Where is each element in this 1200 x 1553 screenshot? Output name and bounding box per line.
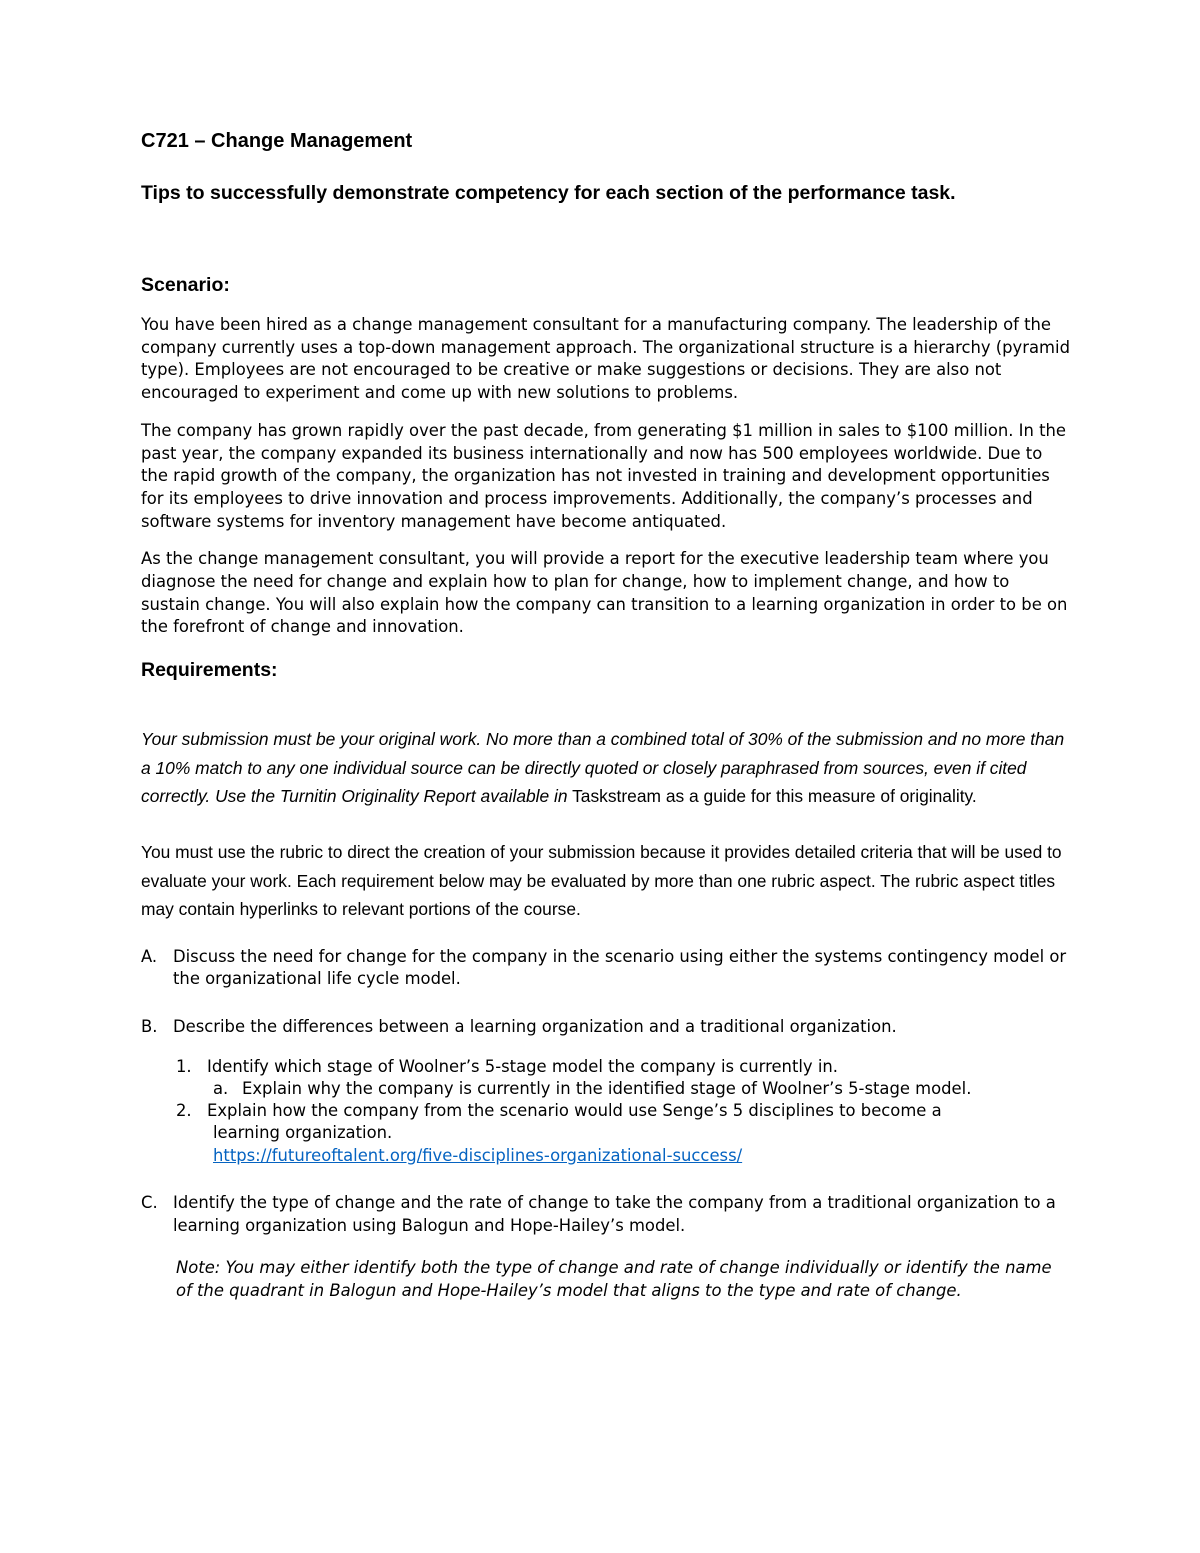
requirement-b2-label: 2.: [176, 1101, 192, 1121]
requirement-b1: [141, 1056, 1071, 1078]
requirements-heading: Requirements:: [141, 659, 278, 682]
requirement-c: [141, 1192, 1071, 1237]
senge-disciplines-link[interactable]: https://futureoftalent.org/five-disciplines-organizational-success/: [213, 1145, 743, 1165]
requirement-b-sublist: [141, 1056, 1071, 1167]
requirement-a: [141, 946, 1071, 991]
requirement-a-label: A.: [141, 946, 158, 966]
requirement-a-text: Discuss the need for change for the company in the scenario using either the systems contingency model or the organizational life cycle model.: [173, 946, 1067, 989]
requirement-b1-label: 1.: [176, 1056, 192, 1076]
scenario-paragraph-3: As the change management consultant, you will provide a report for the executive leadership team where you diagnose the need for change and explain how to plan for change, how to implement change, and how to sustain change. You will also explain how the company can transition to a learning organization in order to be on the forefront of change and innovation.: [141, 549, 1068, 637]
requirement-b2-continuation: learning organization.: [213, 1123, 393, 1143]
requirement-b2: [141, 1100, 1071, 1122]
document-title: C721 – Change Management: [141, 130, 413, 152]
requirement-b1a-label: a.: [213, 1079, 229, 1099]
requirement-b-label: B.: [141, 1017, 158, 1037]
originality-italic-text: Your submission must be your original work. No more than a combined total of 30% of the submission and no more than a 10% match to any one individual source can be directly quoted or closely paraphrased from sources, even if cited correctly. Use the Turnitin Originality Report available in: [141, 729, 1065, 807]
originality-statement: [141, 725, 1071, 811]
requirement-c-label: C.: [141, 1192, 158, 1212]
requirement-b1-text: Identify which stage of Woolner’s 5-stage model the company is currently in.: [207, 1056, 838, 1076]
requirement-b: [141, 1016, 1071, 1039]
requirement-b2-text-line1: Explain how the company from the scenario would use Senge’s 5 disciplines to become a: [207, 1101, 942, 1121]
requirement-b1a: [141, 1078, 1071, 1100]
scenario-paragraph-2: The company has grown rapidly over the past decade, from generating $1 million in sales to $100 million. In the past year, the company expanded its business internationally and now has 500 employees worldwide. Due to the rapid growth of the company, the organization has not invested in training and development opportunities for its employees to drive innovation and process improvements. Additionally, the company’s processes and software systems for inventory management have become antiquated.: [141, 420, 1067, 531]
requirement-b1a-text: Explain why the company is currently in the identified stage of Woolner’s 5-stage model.: [242, 1079, 972, 1099]
originality-regular-text: Taskstream as a guide for this measure of originality.: [572, 786, 977, 807]
rubric-statement: You must use the rubric to direct the creation of your submission because it provides detailed criteria that will be used to evaluate your work. Each requirement below may be evaluated by more than one rubric aspect. The rubric aspect titles may contain hyperlinks to relevant portions of the course.: [141, 841, 1062, 920]
document-page: [141, 120, 1071, 1303]
requirement-b-text: Describe the differences between a learning organization and a traditional organization.: [173, 1017, 897, 1037]
scenario-paragraph-1: You have been hired as a change management consultant for a manufacturing company. The leadership of the company currently uses a top-down management approach. The organizational structure is a hierarchy (pyramid type). Employees are not encouraged to be creative or make suggestions or decisions. They are also not encouraged to experiment and come up with new solutions to problems.: [141, 315, 1070, 403]
document-subtitle: Tips to successfully demonstrate competency for each section of the performance task.: [141, 182, 956, 204]
requirement-c-note: Note: You may either identify both the type of change and rate of change individually or identify the name of the quadrant in Balogun and Hope-Hailey’s model that aligns to the type and rate of change.: [176, 1258, 1052, 1300]
scenario-heading: Scenario:: [141, 274, 230, 296]
requirement-c-text: Identify the type of change and the rate of change to take the company from a traditional organization to a learning organization using Balogun and Hope-Hailey’s model.: [173, 1192, 1056, 1235]
requirement-b2-link-row: [141, 1145, 1071, 1167]
